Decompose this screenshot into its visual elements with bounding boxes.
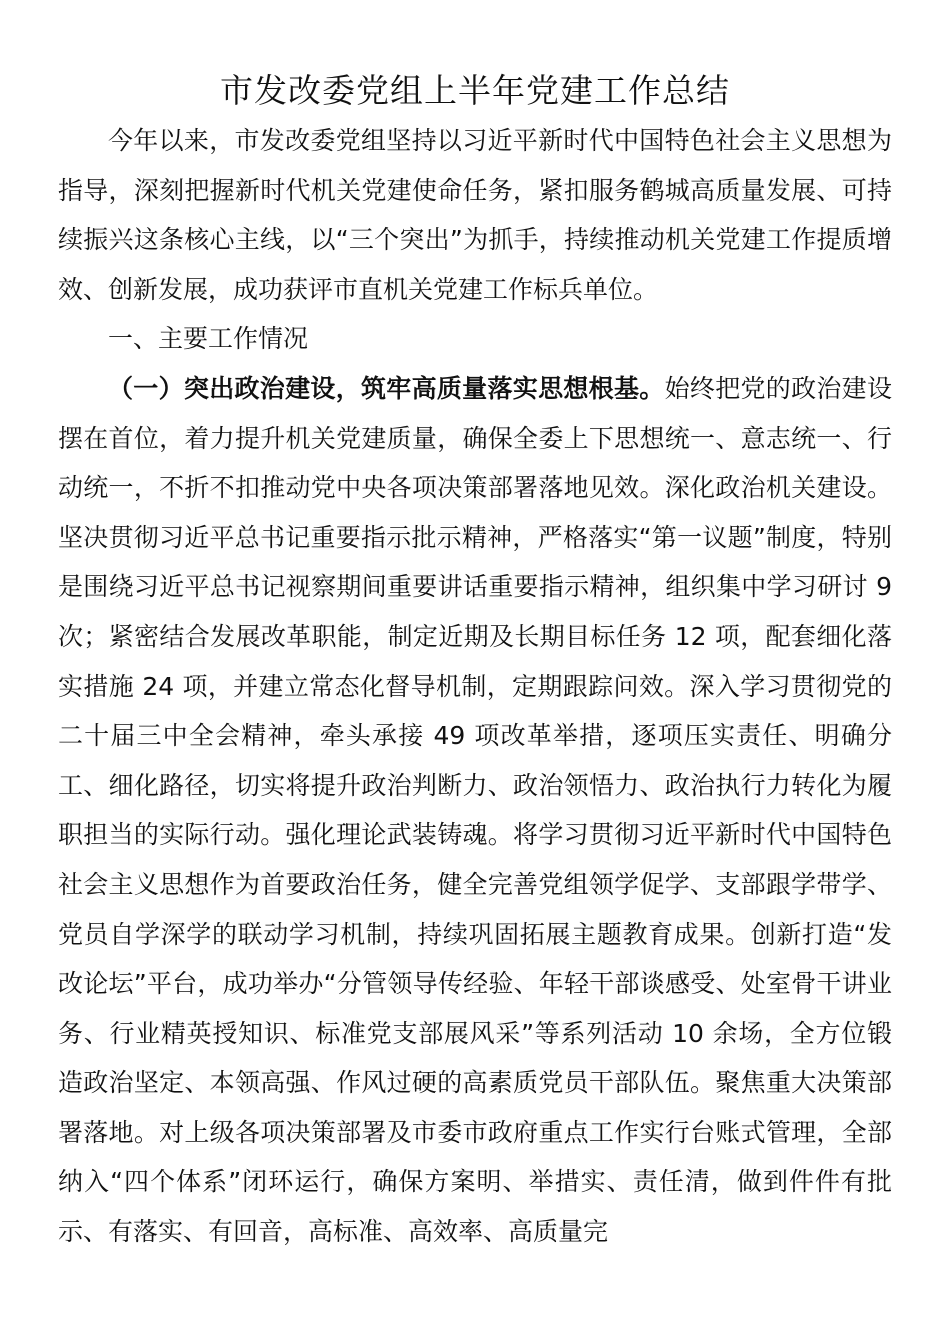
subsection-one-heading: （一）突出政治建设，筑牢高质量落实思想根基。 — [108, 373, 665, 403]
document-page — [58, 66, 892, 1257]
subsection-one-body: 始终把党的政治建设摆在首位，着力提升机关党建质量，确保全委上下思想统一、意志统一、行动统一，不折不扣推动党中央各项决策部署落地见效。深化政治机关建设。坚决贯彻习近平总书记重要指示批示精神，严格落实“第一议题”制度，特别是围绕习近平总书记视察期间重要讲话重要指示精神，组织集中学习研讨 9 次；紧密结合发展改革职能，制定近期及长期目标任务 12 项，配套细化落实措施 24 项，并建立常态化督导机制，定期跟踪问效。深入学习贯彻党的二十届三中全会精神，牵头承接 49 项改革举措，逐项压实责任、明确分工、细化路径，切实将提升政治判断力、政治领悟力、政治执行力转化为履职担当的实际行动。强化理论武装铸魂。将学习贯彻习近平新时代中国特色社会主义思想作为首要政治任务，健全完善党组领学促学、支部跟学带学、党员自学深学的联动学习机制，持续巩固拓展主题教育成果。创新打造“发改论坛”平台，成功举办“分管领导传经验、年轻干部谈感受、处室骨干讲业务、行业精英授知识、标准党支部展风采”等系列活动 10 余场，全方位锻造政治坚定、本领高强、作风过硬的高素质党员干部队伍。聚焦重大决策部署落地。对上级各项决策部署及市委市政府重点工作实行台账式管理，全部纳入“四个体系”闭环运行，确保方案明、举措实、责任清，做到件件有批示、有落实、有回音，高标准、高效率、高质量完 — [58, 373, 892, 1247]
section-one-heading: 一、主要工作情况 — [108, 324, 309, 354]
document-title: 市发改委党组上半年党建工作总结 — [220, 71, 730, 110]
intro-paragraph: 今年以来，市发改委党组坚持以习近平新时代中国特色社会主义思想为指导，深刻把握新时代机关党建使命任务，紧扣服务鹤城高质量发展、可持续振兴这条核心主线，以“三个突出”为抓手，持续推动机关党建工作提质增效、创新发展，成功获评市直机关党建工作标兵单位。 — [58, 126, 892, 304]
subsection-one-paragraph — [58, 364, 892, 1257]
